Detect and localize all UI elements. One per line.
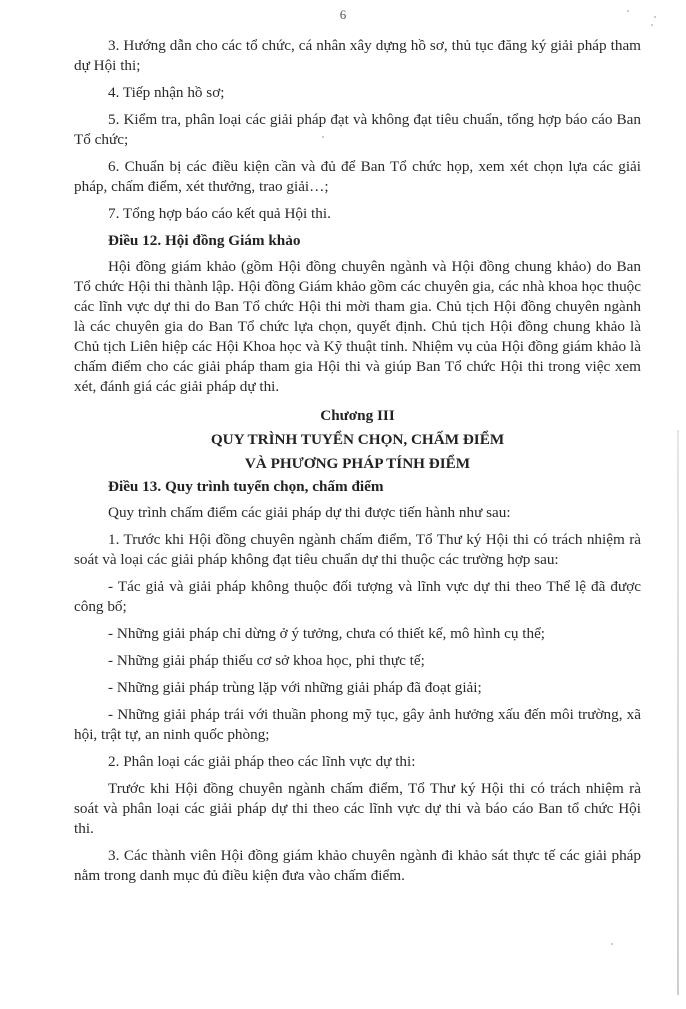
page-number: 6 <box>339 7 347 22</box>
chapter-title-line-2: VÀ PHƯƠNG PHÁP TÍNH ĐIỂM <box>244 455 471 472</box>
scan-speck <box>322 136 324 138</box>
scan-speck <box>611 943 613 945</box>
document-body <box>74 36 641 893</box>
bullet-item: - Những giải pháp chỉ dừng ở ý tưởng, chưa có thiết kế, mô hình cụ thể; <box>108 625 546 642</box>
article-12-body: Hội đồng giám khảo (gồm Hội đồng chuyên ngành và Hội đồng chung khảo) do Ban Tổ chức Hội thi thành lập. Hội đồng Giám khảo gồm các chuyên gia, các nhà khoa học thuộc các lĩnh vực dự thi do Ban Tổ chức Hội thi mời tham gia. Chủ tịch Hội đồng chuyên ngành là các chuyên gia do Ban Tổ chức lựa chọn, quyết định. Chủ tịch Hội đồng chung khảo là Chủ tịch Liên hiệp các Hội Khoa học và Kỹ thuật tỉnh. Nhiệm vụ của Hội đồng giám khảo là chấm điểm cho các giải pháp tham gia Hội thi và giúp Ban Tổ chức Hội thi trong việc xem xét, đánh giá các giải pháp dự thi. <box>74 258 641 395</box>
bullet-item: - Những giải pháp trùng lặp với những giải pháp đã đoạt giải; <box>108 679 482 696</box>
scan-speck <box>654 16 656 18</box>
list-item: 5. Kiểm tra, phân loại các giải pháp đạt và không đạt tiêu chuẩn, tổng hợp báo cáo Ban Tổ chức; <box>74 111 641 148</box>
bullet-item: - Tác giả và giải pháp không thuộc đối tượng và lĩnh vực dự thi theo Thể lệ đã được công bố; <box>74 578 641 615</box>
bullet-item: - Những giải pháp thiếu cơ sở khoa học, phi thực tế; <box>108 652 425 669</box>
list-item: 7. Tổng hợp báo cáo kết quả Hội thi. <box>108 205 331 222</box>
scan-speck <box>651 24 653 26</box>
article-13-item-2-body: Trước khi Hội đồng chuyên ngành chấm điểm, Tổ Thư ký Hội thi có trách nhiệm rà soát và phân loại các giải pháp dự thi theo các lĩnh vực dự thi và báo cáo Ban tổ chức Hội thi. <box>74 780 641 837</box>
chapter-label: Chương III <box>320 407 395 424</box>
article-12-title: Điều 12. Hội đồng Giám khảo <box>108 232 301 249</box>
list-item: 3. Hướng dẫn cho các tổ chức, cá nhân xây dựng hồ sơ, thủ tục đăng ký giải pháp tham dự Hội thi; <box>74 37 641 74</box>
list-item: 6. Chuẩn bị các điều kiện cần và đủ để Ban Tổ chức họp, xem xét chọn lựa các giải pháp, chấm điểm, xét thưởng, trao giải…; <box>74 158 641 195</box>
scan-speck <box>627 10 629 12</box>
article-13-title: Điều 13. Quy trình tuyển chọn, chấm điểm <box>108 478 384 495</box>
article-13-intro: Quy trình chấm điểm các giải pháp dự thi được tiến hành như sau: <box>108 504 511 521</box>
chapter-title-line-1: QUY TRÌNH TUYỂN CHỌN, CHẤM ĐIỂM <box>210 431 505 448</box>
article-13-item-3: 3. Các thành viên Hội đồng giám khảo chuyên ngành đi khảo sát thực tế các giải pháp nằm trong danh mục đủ điều kiện đưa vào chấm điểm. <box>74 847 641 884</box>
article-13-item-2: 2. Phân loại các giải pháp theo các lĩnh vực dự thi: <box>108 753 416 770</box>
list-item: 4. Tiếp nhận hồ sơ; <box>108 84 225 101</box>
bullet-item: - Những giải pháp trái với thuần phong mỹ tục, gây ảnh hưởng xấu đến môi trường, xã hội, trật tự, an ninh quốc phòng; <box>74 706 641 743</box>
scan-edge-shadow <box>677 430 679 995</box>
chapter-heading <box>74 404 641 476</box>
article-13-item-1: 1. Trước khi Hội đồng chuyên ngành chấm điểm, Tổ Thư ký Hội thi có trách nhiệm rà soát và loại các giải pháp không đạt tiêu chuẩn dự thi thuộc các trường hợp sau: <box>74 531 641 568</box>
